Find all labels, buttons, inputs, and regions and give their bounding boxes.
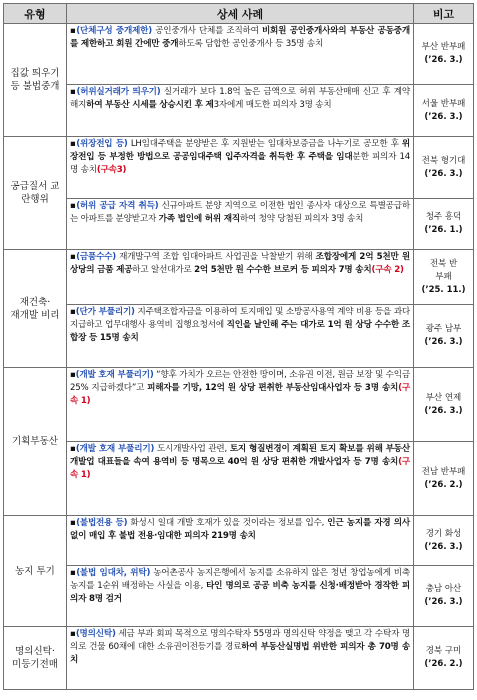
case-label: (불법 임대차, 위탁): [76, 568, 151, 578]
case-label: (위장전입 등): [76, 139, 128, 149]
note-region: 서울 반부패: [421, 98, 466, 109]
note-region: 부산 연제: [425, 392, 462, 403]
table-row: [4, 566, 474, 627]
note-region: 충남 아산: [425, 584, 462, 594]
arrest-tag: (구속3): [96, 165, 127, 175]
case-table-wrapper: [3, 3, 473, 690]
case-label: (개발 호재 부풀리기): [75, 370, 154, 380]
case-detail: ▪(불법 임대차, 위탁) 농어촌공사 농지은행에서 농지를 소유하지 않은 청년 창업농에게 비축 농지를 1순위 배정하는 사실을 이용, 타인 명의로 공공 비축 농지를 신청·배정받아 경작한 피의자 8명 검거: [67, 566, 414, 627]
note-region: 전북 형기대: [421, 155, 466, 166]
case-detail: ▪(개발 호재 부풀리기) 도시개발사업 관련, 토지 형질변경이 계획된 토지 확보를 위해 부동산개발업 대표들을 속여 용역비 등 명목으로 40억 원 상당 편취한 개발사업자 등 7명 송치(구속 1): [67, 442, 414, 516]
header-note: 비고: [414, 4, 474, 24]
category-cell: [4, 250, 67, 368]
case-label: (허위 공급 자격 취득): [76, 201, 159, 211]
arrest-tag: (구속 1): [70, 383, 410, 406]
note-cell: [414, 566, 474, 627]
note-cell: [414, 442, 474, 516]
case-label: (금품수수): [76, 252, 117, 262]
note-date: (’26. 3.): [424, 168, 463, 179]
case-label: (불법전용 등): [76, 518, 128, 528]
case-label: (허위실거래가 띄우기): [76, 87, 161, 97]
category-line: 등 불법중개: [10, 81, 60, 92]
note-cell: [414, 368, 474, 442]
case-detail: ▪(불법전용 등) 화성시 일대 개발 호재가 있을 것이라는 정보를 입수, 인근 농지를 자경 의사 없이 매입 후 불법 전용·임대한 피의자 219명 송치: [67, 516, 414, 566]
case-detail: ▪(단체구성 중개제한) 공인중개사 단체를 조직하여 비회원 공인중개사와의 부동산 공동중개를 제한하고 회원 간에만 중개하도록 담합한 공인중개사 등 35명 송치: [67, 24, 414, 85]
category-cell: [4, 137, 67, 250]
table-row: [4, 368, 474, 442]
note-date: (’26. 1.): [424, 225, 463, 235]
case-label: (단가 부풀리기): [75, 307, 135, 317]
case-detail: ▪(명의신탁) 세금 부과 회피 목적으로 명의수탁자 55명과 명의신탁 약정을 맺고 각 수탁자 명의로 건물 60채에 대한 소유권이전등기를 경료하여 부동산실명법 위반한 피의자 총 70명 송치: [67, 627, 414, 690]
case-detail: ▪(허위 공급 자격 취득) 신규아파트 분양 지역으로 이전한 법인 종사자 대상으로 특별공급하는 아파트를 분양받고자 가족 법인에 허위 재직하여 청약 당첨된 피의자 3명 송치: [67, 199, 414, 250]
table-row: [4, 137, 474, 199]
table-row: [4, 250, 474, 305]
category-cell: [4, 627, 67, 690]
case-detail: ▪(금품수수) 재개발구역 조합 임대아파트 사업권을 낙찰받기 위해 조합장에게 2억 5천만 원 상당의 금품 제공하고 알선대가로 2억 5천만 원 수수한 브로커 등 피의자 7명 송치(구속 2): [67, 250, 414, 305]
header-row: [4, 4, 474, 24]
category-line: 란행위: [21, 194, 49, 205]
note-date: (’26. 3.): [424, 55, 463, 65]
category-cell: [4, 368, 67, 516]
header-detail: 상세 사례: [67, 4, 414, 24]
table-row: [4, 24, 474, 85]
note-date: (’25. 11.): [421, 284, 466, 295]
case-label: (개발 호재 부풀리기): [75, 444, 155, 454]
note-date: (’26. 2.): [424, 479, 463, 490]
category-line: 집값 띄우기: [10, 68, 60, 79]
case-label: (명의신탁): [75, 629, 116, 639]
category-line: 기획부동산: [12, 436, 58, 447]
table-row: [4, 305, 474, 368]
note-cell: [414, 516, 474, 566]
case-detail: ▪(개발 호재 부풀리기) “향후 가치가 오르는 안전한 땅이며, 소유권 이전, 원금 보장 및 수익금 25% 지급하겠다”고 피해자를 기망, 12억 원 상당 편취한 부동산임대사업자 등 3명 송치(구속 1): [67, 368, 414, 442]
table-row: [4, 627, 474, 690]
note-cell: [414, 199, 474, 250]
note-cell: [414, 250, 474, 305]
note-cell: [414, 137, 474, 199]
table-row: [4, 516, 474, 566]
note-date: (’26. 3.): [424, 597, 463, 607]
case-detail: ▪(허위실거래가 띄우기) 실거래가 보다 1.8억 높은 금액으로 허위 부동산매매 신고 후 계약 해지하여 부동산 시세를 상승시킨 후 제3자에게 매도한 피의자 3명 송치: [67, 85, 414, 137]
note-cell: [414, 627, 474, 690]
category-line: 미등기전매: [12, 659, 58, 670]
note-date: (’26. 3.): [424, 337, 463, 347]
category-line: 농지 투기: [15, 565, 55, 577]
note-date: (’26. 2.): [424, 659, 463, 669]
category-line: 재개발 비리: [10, 309, 60, 321]
category-line: 공급질서 교: [10, 181, 60, 192]
case-label: (단체구성 중개제한): [76, 26, 152, 36]
note-cell: [414, 24, 474, 85]
arrest-tag: (구속 1): [70, 457, 410, 480]
category-line: 명의신탁·: [15, 646, 55, 657]
note-date: (’26. 3.): [424, 405, 463, 416]
note-cell: [414, 85, 474, 137]
note-date: (’26. 3.): [424, 111, 463, 122]
table-row: [4, 85, 474, 137]
table-row: [4, 199, 474, 250]
note-cell: [414, 305, 474, 368]
note-date: (’26. 3.): [424, 541, 463, 552]
note-region: 경북 구미: [425, 646, 462, 656]
header-type: 유형: [4, 4, 67, 24]
category-cell: [4, 24, 67, 137]
table-row: [4, 442, 474, 516]
note-region: 광주 남부: [425, 324, 462, 334]
note-region: 전북 반부패: [429, 258, 458, 282]
case-detail: ▪(단가 부풀리기) 지주택조합자금을 이용하여 토지매입 및 소방공사용역 계약 비용 등을 과다 지급하고 업무대행사 용역비 집행요청서에 직인을 날인해 주는 대가로 1억 원 상당 수수한 조합장 등 15명 송치: [67, 305, 414, 368]
arrest-tag: (구속 2): [371, 265, 404, 275]
note-region: 부산 반부패: [421, 42, 466, 52]
note-region: 경기 화성: [425, 528, 462, 539]
category-cell: [4, 516, 67, 627]
case-table: [3, 3, 474, 690]
note-region: 전남 반부패: [421, 466, 466, 477]
note-region: 청주 흥덕: [425, 212, 462, 222]
category-line: 재건축·: [19, 296, 51, 308]
case-detail: ▪(위장전입 등) LH임대주택을 분양받은 후 지원받는 임대차보증금을 나누기로 공모한 후 위장전입 등 부정한 방법으로 공공임대주택 입주자격을 취득한 후 주택을 임대분한 피의자 14명 송치(구속3): [67, 137, 414, 199]
